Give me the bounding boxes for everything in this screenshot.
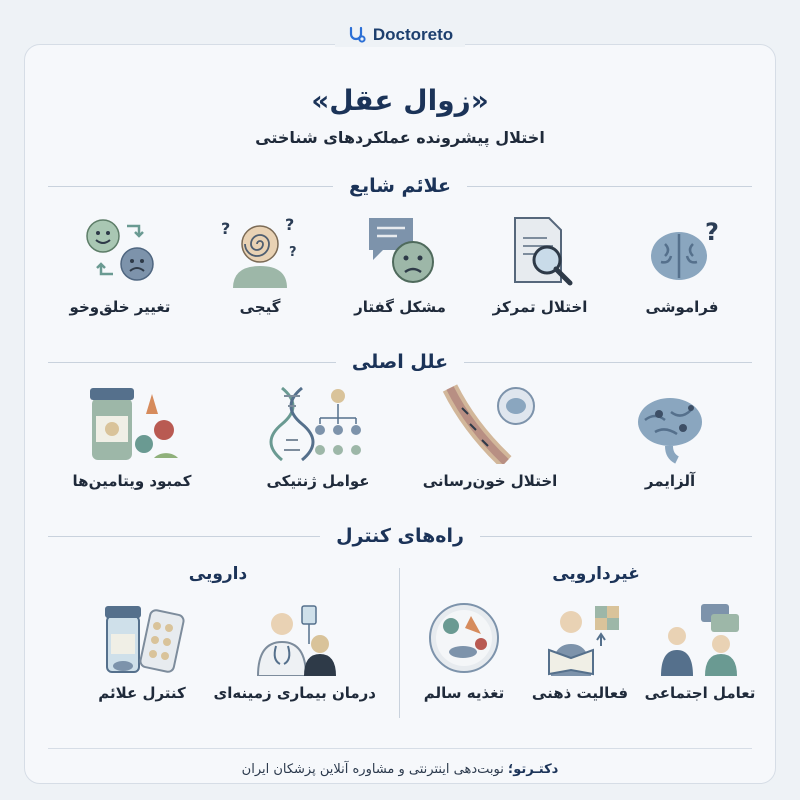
blood-vessel-icon [440, 384, 540, 464]
causes-heading [48, 350, 752, 374]
symptom-item-speech [330, 210, 470, 316]
symptom-item-confusion [190, 210, 330, 316]
pill-bottle-icon [97, 600, 187, 676]
footer-divider [48, 748, 752, 749]
symptom-item-mood [50, 210, 190, 316]
speech-confused-icon [355, 210, 445, 290]
non-drug-item-social [630, 600, 770, 702]
cause-item-genetics [248, 384, 388, 490]
symptom-label: گیجی [239, 298, 281, 316]
brand-header [0, 22, 800, 48]
healthy-plate-icon [419, 600, 509, 676]
svg-text:?: ? [289, 245, 297, 260]
document-magnifier-icon [495, 210, 585, 290]
drug-label: کنترل علائم [98, 684, 186, 702]
cause-label: آلزایمر [644, 472, 696, 490]
control-heading [48, 524, 752, 548]
symptom-label: مشکل گفتار [354, 298, 446, 316]
dizzy-person-icon [215, 210, 305, 290]
symptom-label: تغییر خلق‌وخو [69, 298, 171, 316]
vitamin-fruit-icon [82, 384, 182, 464]
doctor-patient-icon [246, 600, 346, 676]
page-title: «زوال عقل» [311, 84, 489, 117]
non-drug-label: فعالیت ذهنی [531, 684, 629, 702]
drug-label: درمان بیماری زمینه‌ای [213, 684, 376, 702]
brand-box [335, 23, 465, 47]
symptom-item-forgetfulness [612, 210, 752, 316]
cause-item-blood-flow [420, 384, 560, 490]
symptom-label: اختلال تمرکز [492, 298, 588, 316]
svg-text:?: ? [285, 215, 295, 234]
dna-family-icon [268, 384, 368, 464]
symptom-label: فراموشی [645, 298, 719, 316]
non-drug-heading: غیردارویی [552, 564, 640, 584]
symptoms-heading-text: علائم شایع [333, 175, 467, 197]
causes-heading-text: علل اصلی [336, 351, 464, 373]
cause-item-alzheimer [600, 384, 740, 490]
symptoms-heading [48, 174, 752, 198]
cause-item-vitamins [62, 384, 202, 490]
svg-text:?: ? [221, 219, 231, 238]
drug-item-symptom-control [72, 600, 212, 702]
cause-label: عوامل ژنتیکی [266, 472, 370, 490]
brain-plaque-icon [625, 384, 715, 464]
drug-heading: دارویی [188, 564, 248, 584]
stethoscope-icon [347, 25, 367, 45]
page-subtitle: اختلال پیشرونده عملکردهای شناختی [255, 128, 545, 147]
mood-swing-icon [75, 210, 165, 290]
brain-question-icon [637, 210, 727, 290]
cause-label: اختلال خون‌رسانی [422, 472, 558, 490]
cause-label: کمبود ویتامین‌ها [72, 472, 192, 490]
reading-puzzle-icon [535, 600, 625, 676]
footer [0, 762, 800, 777]
non-drug-item-nutrition [394, 600, 534, 702]
non-drug-label: تغذیه سالم [423, 684, 505, 702]
footer-text: نوبت‌دهی اینترنتی و مشاوره آنلاین پزشکان ایران [241, 762, 509, 777]
social-talk-icon [655, 600, 745, 676]
brand-name: Doctoreto [372, 25, 454, 44]
non-drug-label: تعامل اجتماعی [644, 684, 756, 702]
drug-item-underlying [213, 600, 376, 702]
svg-text:?: ? [705, 218, 719, 246]
footer-brand: دکتـرتو؛ [508, 762, 559, 777]
control-heading-text: راه‌های کنترل [320, 525, 480, 547]
symptom-item-concentration [470, 210, 610, 316]
